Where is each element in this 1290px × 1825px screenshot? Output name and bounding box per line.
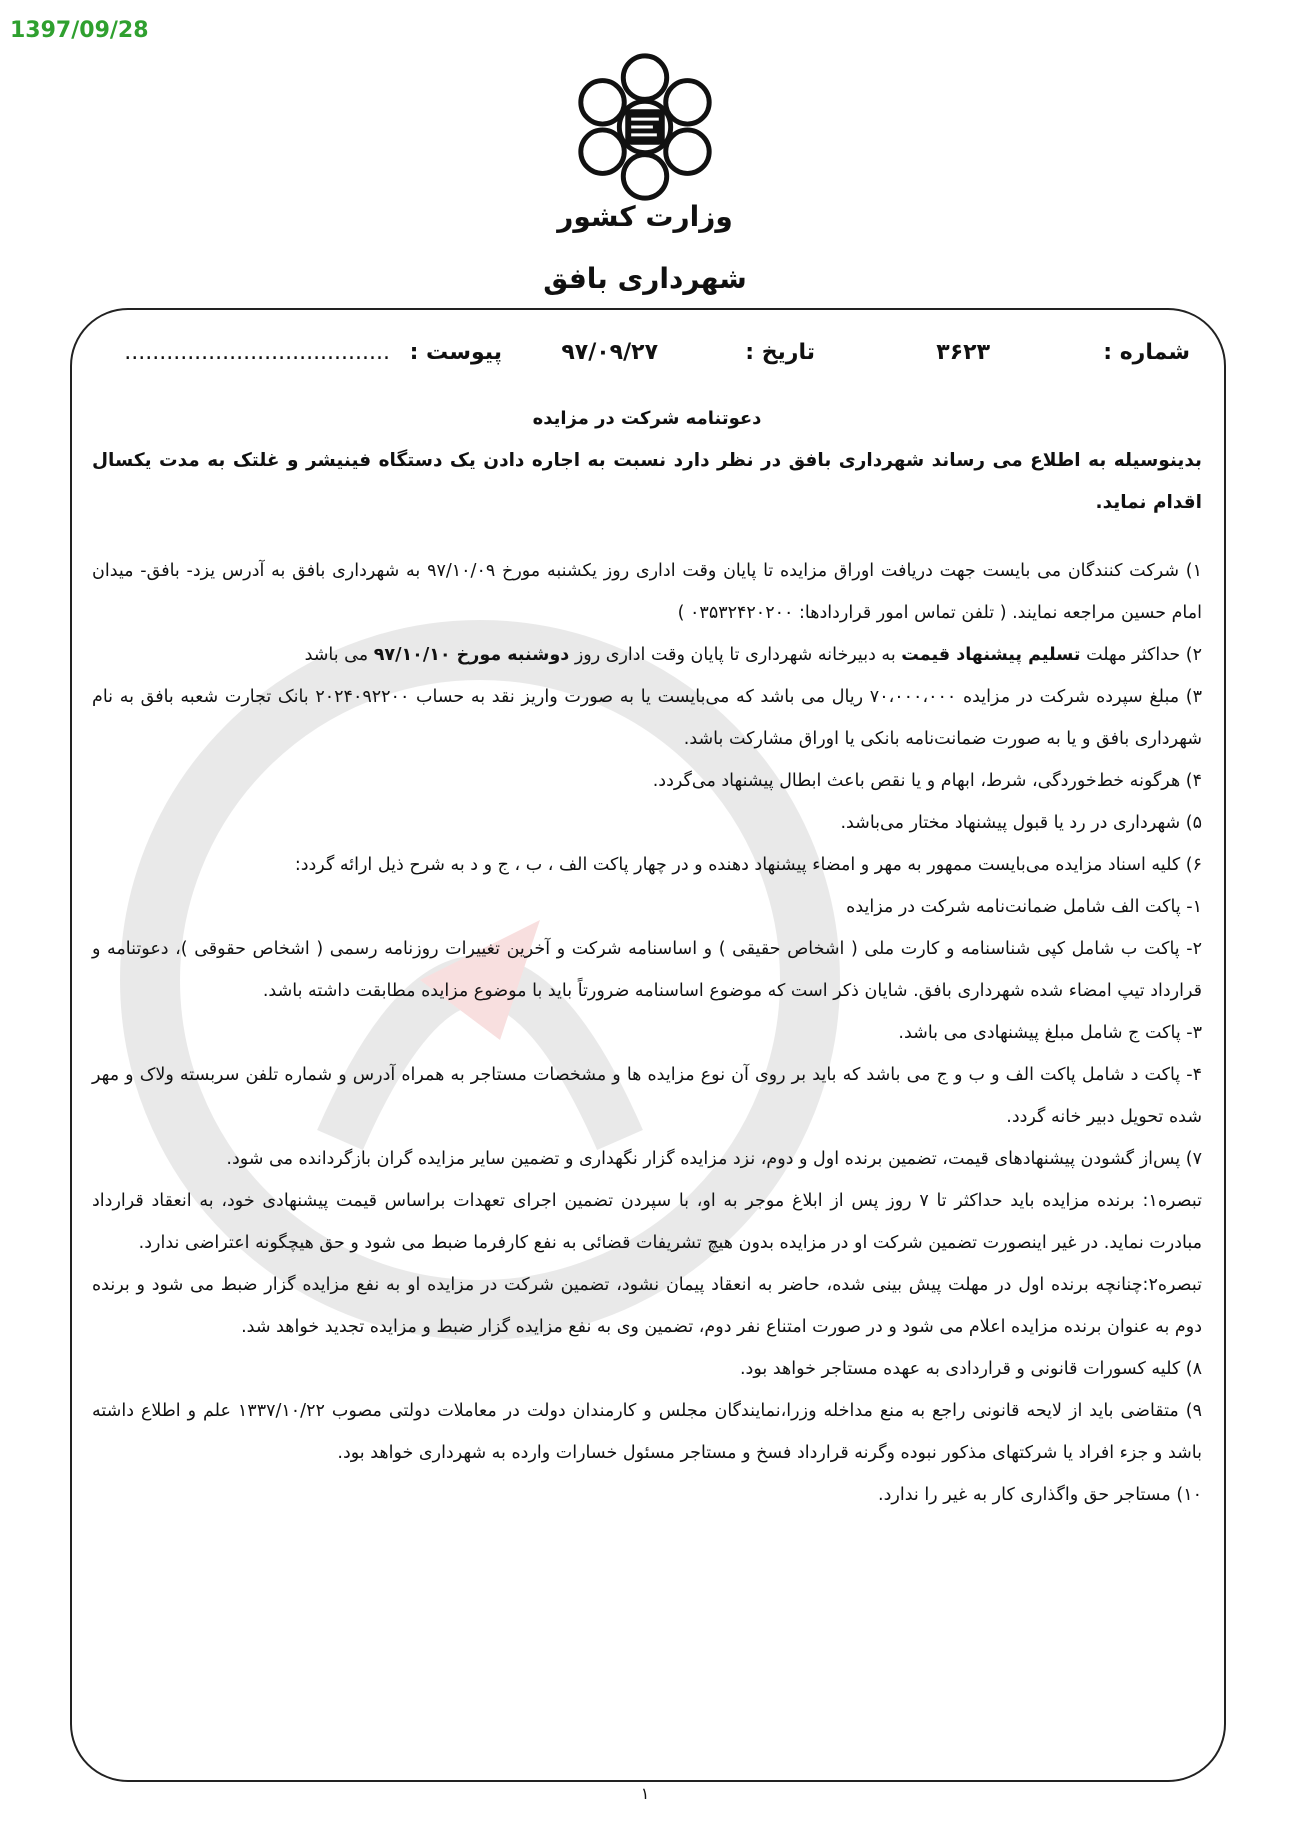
number-value: ۳۶۲۳ [936, 340, 990, 365]
attachment-label: پیوست : [409, 340, 502, 365]
number-field [1103, 340, 1190, 365]
document-body [92, 398, 1202, 1516]
item-6: ۶) کلیه اسناد مزایده می‌بایست ممهور به مهر و امضاء پیشنهاد دهنده و در چهار پاکت الف ، ب ، ج و د به شرح ذیل ارائه گردد: [294, 855, 1202, 875]
item-2 [92, 634, 1202, 676]
date-value: ۹۷/۰۹/۲۷ [561, 340, 658, 365]
attachment-value: ...................................... [124, 340, 390, 365]
number-label: شماره : [1103, 340, 1190, 365]
item-1: ۱) شرکت کنندگان می بایست جهت دریافت اوراق مزایده تا پایان وقت اداری روز یکشنبه مورخ ۹۷/۱۰/۰۹ به شهرداری بافق به آدرس یزد- بافق- میدان امام حسین مراجعه نمایند. ( تلفن تماس امور قراردادها: ۰۳۵۳۲۴۲۰۲۰۰ ) [92, 561, 1202, 623]
item-6-2: ۲- پاکت ب شامل کپی شناسنامه و کارت ملی ( اشخاص حقیقی ) و اساسنامه شرکت و آخرین تغییرات روزنامه رسمی ( اشخاص حقوقی )، دعوتنامه و قرارداد تیپ امضاء شده شهرداری بافق. شایان ذکر است که موضوع اساسنامه ضرورتاً باید با موضوع مزایده مطابقت داشته باشد. [92, 939, 1202, 1001]
item-6-4: ۴- پاکت د شامل پاکت الف و ب و ج می باشد که باید بر روی آن نوع مزایده ها و مشخصات مستاجر به همراه آدرس و شماره تلفن سربسته ولاک و مهر شده تحویل دبیر خانه گردد. [92, 1065, 1202, 1127]
item-8: ۸) کلیه کسورات قانونی و قراردادی به عهده مستاجر خواهد بود. [739, 1359, 1202, 1379]
item-2-part: به دبیرخانه شهرداری تا پایان وقت اداری روز [574, 645, 896, 665]
item-6-3: ۳- پاکت ج شامل مبلغ پیشنهادی می باشد. [898, 1023, 1202, 1043]
note-1: تبصره۱: برنده مزایده باید حداکثر تا ۷ روز پس از ابلاغ موجر به او، با سپردن تضمین اجرای تعهدات براساس قیمت پیشنهادی خود، به انعقاد قرارداد مبادرت نماید. در غیر اینصورت تضمین شرکت او در مزایده بدون هیچ تشریفات قضائی به نفع کارفرما ضبط می شود و حق هیچگونه اعتراضی ندارد. [92, 1191, 1202, 1253]
item-3: ۳) مبلغ سپرده شرکت در مزایده ۷۰،۰۰۰،۰۰۰ ریال می باشد که می‌بایست یا به صورت واریز نقد به حساب ۲۰۲۴۰۹۲۲۰۰ بانک تجارت شعبه بافق به نام شهرداری بافق و یا به صورت ضمانت‌نامه بانکی یا اوراق مشارکت باشد. [92, 687, 1202, 749]
item-6-1: ۱- پاکت الف شامل ضمانت‌نامه شرکت در مزایده [846, 897, 1202, 917]
item-9: ۹) متقاضی باید از لایحه قانونی راجع به منع مداخله وزرا،نمایندگان مجلس و کارمندان دولت در معاملات دولتی مصوب ۱۳۳۷/۱۰/۲۲ علم و اطلاع داشته باشد و جزء افراد یا شرکتهای مذکور نبوده وگرنه قرارداد فسخ و مستاجر مسئول خسارات وارده به شهرداری خواهد بود. [92, 1401, 1202, 1463]
archive-date-stamp: 1397/09/28 [10, 18, 149, 43]
item-7: ۷) پس‌از گشودن پیشنهادهای قیمت، تضمین برنده اول و دوم، نزد مزایده گزار نگهداری و تضمین سایر مزایده گران بازگردانده می شود. [226, 1149, 1202, 1169]
item-5: ۵) شهرداری در رد یا قبول پیشنهاد مختار می‌باشد. [840, 813, 1202, 833]
note-2: تبصره۲:چنانچه برنده اول در مهلت پیش بینی شده، حاضر به انعقاد پیمان نشود، تضمین شرکت در مزایده او به نفع مزایده گزار ضبط می شود و برنده دوم به عنوان برنده مزایده اعلام می شود و در صورت امتناع نفر دوم، تضمین وی به نفع مزایده گزار ضبط و مزایده تجدید خواهد شد. [92, 1275, 1202, 1337]
municipality-title: شهرداری بافق [543, 262, 747, 295]
item-2-part: می باشد [304, 645, 369, 665]
date-label: تاریخ : [745, 340, 815, 365]
item-2-bold: تسلیم پیشنهاد قیمت [901, 645, 1081, 665]
document-title: دعوتنامه شرکت در مزایده [532, 408, 762, 429]
municipality-emblem-icon [566, 48, 724, 206]
ministry-title: وزارت کشور [557, 200, 733, 233]
item-2-deadline: دوشنبه مورخ ۹۷/۱۰/۱۰ [373, 645, 570, 665]
intro-paragraph: بدینوسیله به اطلاع می رساند شهرداری بافق در نظر دارد نسبت به اجاره دادن یک دستگاه فینیشر و غلتک به مدت یکسال اقدام نماید. [92, 450, 1202, 513]
item-4: ۴) هرگونه خط‌خوردگی، شرط، ابهام و یا نقص باعث ابطال پیشنهاد می‌گردد. [652, 771, 1202, 791]
item-10: ۱۰) مستاجر حق واگذاری کار به غیر را ندارد. [878, 1485, 1202, 1505]
page-number: ۱ [640, 1784, 650, 1803]
item-2-part: ۲) حداکثر مهلت [1086, 645, 1202, 665]
